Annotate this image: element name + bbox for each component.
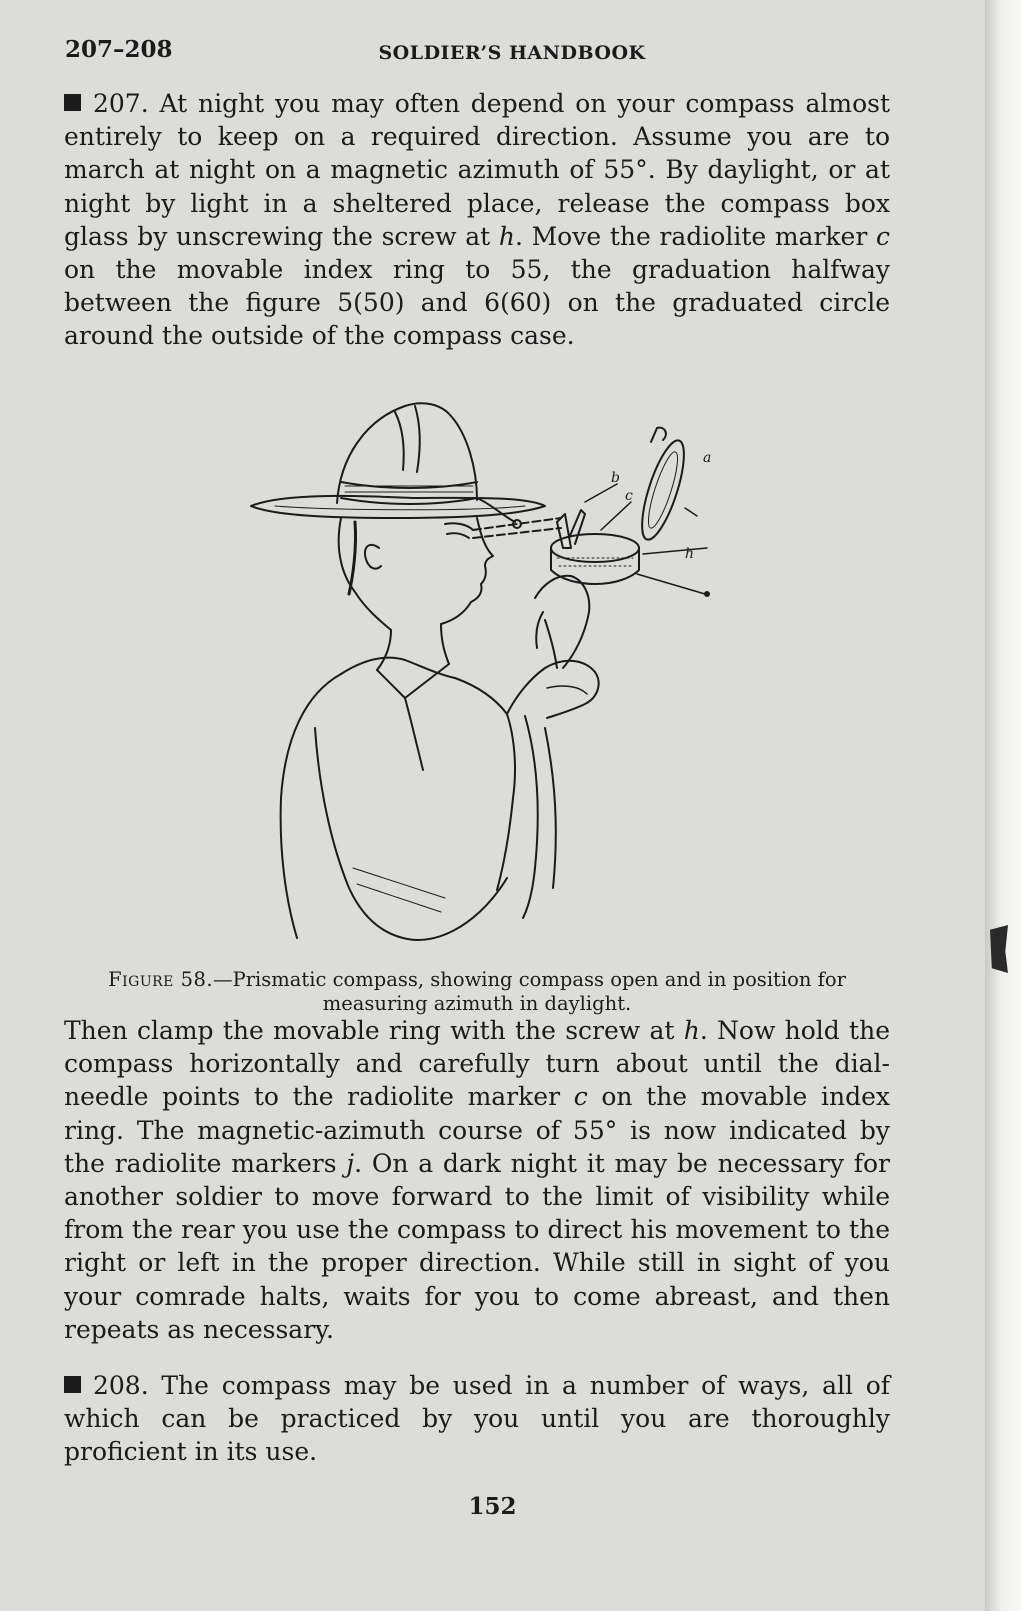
svg-text:a: a — [703, 450, 712, 466]
running-title: SOLDIER’S HANDBOOK — [378, 42, 646, 64]
page-header — [65, 36, 889, 66]
callout-b: b — [611, 470, 620, 486]
page-edge — [985, 0, 1021, 1611]
figure-caption-text: —Prismatic compass, showing compass open and in position for measuring azimuth in daylight. — [213, 968, 846, 1015]
figure-label: Figure 58. — [108, 968, 214, 991]
figure-caption — [64, 968, 890, 1016]
page-range: 207–208 — [65, 36, 173, 63]
section-square-icon — [64, 94, 81, 111]
section-number-208: 208. — [93, 1371, 149, 1400]
callout-h: h — [685, 546, 695, 562]
thumb-tab-mark — [990, 925, 1008, 973]
soldier-compass-illustration — [245, 398, 715, 958]
page-number: 152 — [468, 1493, 517, 1520]
paragraph-207-continued: Then clamp the movable ring with the screw at h. Now hold the compass horizontally and carefully turn about until the dial-needle points to the radiolite marker c on the movable index ring. The magnetic-azimuth course of 55° is now indicated by the radiolite markers j. On a dark night it may be necessary for another soldier to move forward to the limit of visibility while from the rear you use the compass to direct his movement to the right or left in the proper direction. While still in sight of you your comrade halts, waits for you to come abreast, and then repeats as necessary. — [64, 1016, 891, 1344]
paragraph-208: 208. The compass may be used in a number of ways, all of which can be practiced by you until you are thoroughly proficient in its use. — [64, 1371, 890, 1467]
paragraph-207: 207. At night you may often depend on your compass almost entirely to keep on a required direction. Assume you are to march at night on a magnetic azimuth of 55°. By daylight, or at night by light in a sheltered place, release the compass box glass by unscrewing the screw at h. Move the radiolite marker c on the movable index ring to 55, the graduation halfway between the figure 5(50) and 6(60) on the graduated circle around the outside of the compass case. — [64, 89, 890, 351]
section-square-icon — [64, 1376, 81, 1393]
callout-c: c — [625, 488, 633, 504]
section-number-207: 207. — [93, 89, 149, 118]
